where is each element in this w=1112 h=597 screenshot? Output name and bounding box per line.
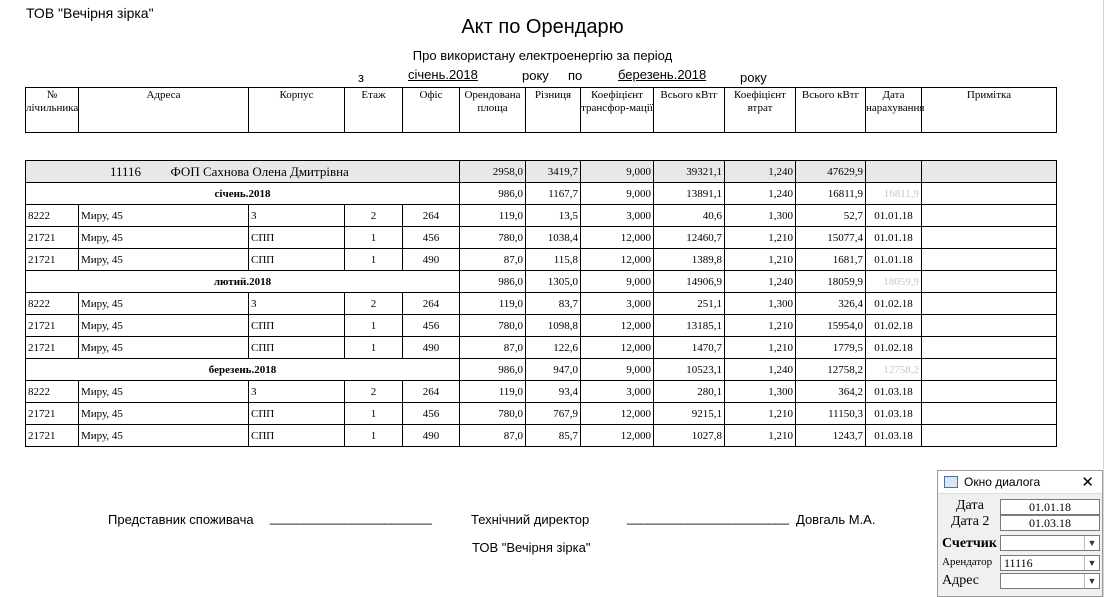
cell-kwh1: 251,1 <box>654 293 725 315</box>
cell-address: Миру, 45 <box>79 249 249 271</box>
cell-area: 119,0 <box>460 381 526 403</box>
cell-address: Миру, 45 <box>79 425 249 447</box>
cell-office: 490 <box>403 337 460 359</box>
dialog-title: Окно диалога <box>964 475 1041 489</box>
cell-kwh1: 1389,8 <box>654 249 725 271</box>
month-note <box>922 359 1057 381</box>
period-from: січень.2018 <box>408 67 478 82</box>
column-header-table <box>25 87 1057 133</box>
table-row <box>26 381 1057 403</box>
chevron-down-icon[interactable]: ▼ <box>1084 536 1099 550</box>
table-row <box>26 337 1057 359</box>
cell-meter: 21721 <box>26 249 79 271</box>
company-name: ТОВ "Вечірня зірка" <box>26 5 154 21</box>
director-signature-line: ________________________ <box>627 510 789 525</box>
cell-kloss: 1,300 <box>725 205 796 227</box>
director-name: Довгаль М.А. <box>796 512 876 527</box>
cell-building: СПП <box>249 337 345 359</box>
cell-area: 780,0 <box>460 315 526 337</box>
month-faint-total: 12758,2 <box>866 359 922 381</box>
cell-note <box>922 403 1057 425</box>
cell-diff: 85,7 <box>526 425 581 447</box>
cell-area: 87,0 <box>460 337 526 359</box>
month-diff: 1305,0 <box>526 271 581 293</box>
tenant-combo[interactable] <box>1000 555 1100 571</box>
cell-meter: 8222 <box>26 205 79 227</box>
cell-date: 01.02.18 <box>866 293 922 315</box>
tenant-name: ФОП Сахнова Олена Дмитрівна <box>170 163 349 179</box>
table-row <box>26 249 1057 271</box>
month-kwh2: 12758,2 <box>796 359 866 381</box>
cell-diff: 767,9 <box>526 403 581 425</box>
cell-office: 490 <box>403 249 460 271</box>
cell-kloss: 1,300 <box>725 293 796 315</box>
cell-building: 3 <box>249 293 345 315</box>
cell-meter: 21721 <box>26 227 79 249</box>
cell-kwh2: 1779,5 <box>796 337 866 359</box>
cell-date: 01.03.18 <box>866 381 922 403</box>
cell-kwh1: 9215,1 <box>654 403 725 425</box>
year-word-1: року <box>522 68 549 83</box>
table-row <box>26 227 1057 249</box>
cell-building: 3 <box>249 205 345 227</box>
meter-label: Счетчик <box>942 536 997 551</box>
col-building: Корпус <box>249 88 345 133</box>
month-ktr: 9,000 <box>581 359 654 381</box>
cell-date: 01.03.18 <box>866 425 922 447</box>
meter-combo[interactable] <box>1000 535 1100 551</box>
cell-building: 3 <box>249 381 345 403</box>
col-kwh2: Всього кВтг <box>796 88 866 133</box>
month-faint-total: 16811,9 <box>866 183 922 205</box>
cell-kwh2: 15954,0 <box>796 315 866 337</box>
cell-kwh1: 40,6 <box>654 205 725 227</box>
period-to-prefix: по <box>568 68 583 83</box>
cell-ktr: 12,000 <box>581 249 654 271</box>
cell-ktr: 12,000 <box>581 227 654 249</box>
cell-kloss: 1,300 <box>725 381 796 403</box>
cell-note <box>922 205 1057 227</box>
cell-date: 01.02.18 <box>866 337 922 359</box>
cell-kwh2: 1243,7 <box>796 425 866 447</box>
cell-office: 456 <box>403 315 460 337</box>
tenant-area: 2958,0 <box>460 161 526 183</box>
month-summary-row <box>26 271 1057 293</box>
cell-meter: 21721 <box>26 337 79 359</box>
cell-ktr: 3,000 <box>581 293 654 315</box>
tenant-row <box>26 161 1057 183</box>
cell-note <box>922 425 1057 447</box>
cell-meter: 21721 <box>26 403 79 425</box>
cell-area: 780,0 <box>460 227 526 249</box>
cell-kloss: 1,210 <box>725 227 796 249</box>
date2-label: Дата 2 <box>951 514 990 529</box>
cell-address: Миру, 45 <box>79 315 249 337</box>
cell-note <box>922 227 1057 249</box>
cell-meter: 21721 <box>26 425 79 447</box>
dialog-window <box>937 470 1103 597</box>
col-office: Офіс <box>403 88 460 133</box>
cell-floor: 2 <box>345 381 403 403</box>
cell-address: Миру, 45 <box>79 337 249 359</box>
cell-floor: 2 <box>345 293 403 315</box>
cell-ktr: 3,000 <box>581 381 654 403</box>
cell-floor: 1 <box>345 227 403 249</box>
cell-floor: 1 <box>345 249 403 271</box>
cell-meter: 21721 <box>26 315 79 337</box>
month-kwh2: 18059,9 <box>796 271 866 293</box>
cell-diff: 1038,4 <box>526 227 581 249</box>
cell-date: 01.01.18 <box>866 205 922 227</box>
table-row <box>26 205 1057 227</box>
cell-date: 01.01.18 <box>866 249 922 271</box>
cell-ktr: 12,000 <box>581 403 654 425</box>
cell-office: 264 <box>403 293 460 315</box>
month-kwh1: 14906,9 <box>654 271 725 293</box>
page-edge <box>1103 0 1104 597</box>
month-label: березень.2018 <box>26 359 460 381</box>
cell-kloss: 1,210 <box>725 425 796 447</box>
tenant-date-empty <box>866 161 922 183</box>
cell-area: 119,0 <box>460 293 526 315</box>
col-ktr: Коефіцієнт трансфор-мації <box>581 88 654 133</box>
cell-diff: 122,6 <box>526 337 581 359</box>
cell-kloss: 1,210 <box>725 249 796 271</box>
col-date: Дата нарахування <box>866 88 922 133</box>
cell-address: Миру, 45 <box>79 205 249 227</box>
cell-date: 01.02.18 <box>866 315 922 337</box>
cell-kwh1: 12460,7 <box>654 227 725 249</box>
period-from-prefix: з <box>358 70 364 85</box>
table-row <box>26 425 1057 447</box>
cell-floor: 2 <box>345 205 403 227</box>
cell-diff: 13,5 <box>526 205 581 227</box>
cell-kwh1: 13185,1 <box>654 315 725 337</box>
cell-floor: 1 <box>345 337 403 359</box>
tenant-note-empty <box>922 161 1057 183</box>
cell-diff: 83,7 <box>526 293 581 315</box>
cell-building: СПП <box>249 403 345 425</box>
tenant-kwh2: 47629,9 <box>796 161 866 183</box>
table-row <box>26 403 1057 425</box>
cell-date: 01.01.18 <box>866 227 922 249</box>
cell-building: СПП <box>249 315 345 337</box>
col-note: Примітка <box>922 88 1057 133</box>
cell-note <box>922 249 1057 271</box>
cell-address: Миру, 45 <box>79 293 249 315</box>
cell-office: 456 <box>403 227 460 249</box>
col-address: Адреса <box>79 88 249 133</box>
cell-meter: 8222 <box>26 381 79 403</box>
cell-kwh2: 326,4 <box>796 293 866 315</box>
cell-kloss: 1,210 <box>725 403 796 425</box>
cell-kloss: 1,210 <box>725 315 796 337</box>
cell-note <box>922 337 1057 359</box>
month-kwh2: 16811,9 <box>796 183 866 205</box>
cell-kwh2: 52,7 <box>796 205 866 227</box>
month-kloss: 1,240 <box>725 183 796 205</box>
cell-building: СПП <box>249 249 345 271</box>
month-summary-row <box>26 359 1057 381</box>
cell-diff: 93,4 <box>526 381 581 403</box>
col-area: Орендована площа <box>460 88 526 133</box>
consumer-rep-label: Представник споживача <box>108 512 254 527</box>
chevron-down-icon[interactable]: ▼ <box>1084 574 1099 588</box>
cell-address: Миру, 45 <box>79 403 249 425</box>
cell-kwh2: 11150,3 <box>796 403 866 425</box>
month-kwh1: 10523,1 <box>654 359 725 381</box>
cell-office: 264 <box>403 381 460 403</box>
tenant-kloss: 1,240 <box>725 161 796 183</box>
cell-kwh1: 1027,8 <box>654 425 725 447</box>
cell-floor: 1 <box>345 403 403 425</box>
cell-office: 264 <box>403 205 460 227</box>
report-subtitle: Про використану електроенергію за період <box>412 48 673 63</box>
cell-kwh2: 15077,4 <box>796 227 866 249</box>
address-combo[interactable] <box>1000 573 1100 589</box>
month-summary-row <box>26 183 1057 205</box>
footer-company: ТОВ "Вечірня зірка" <box>472 540 591 555</box>
cell-note <box>922 315 1057 337</box>
cell-kwh2: 1681,7 <box>796 249 866 271</box>
month-area: 986,0 <box>460 271 526 293</box>
cell-kwh1: 280,1 <box>654 381 725 403</box>
cell-floor: 1 <box>345 425 403 447</box>
cell-diff: 1098,8 <box>526 315 581 337</box>
month-diff: 947,0 <box>526 359 581 381</box>
cell-address: Миру, 45 <box>79 381 249 403</box>
cell-note <box>922 293 1057 315</box>
address-label: Адрес <box>942 573 980 588</box>
month-label: січень.2018 <box>26 183 460 205</box>
month-kloss: 1,240 <box>725 271 796 293</box>
month-label: лютий.2018 <box>26 271 460 293</box>
table-row <box>26 315 1057 337</box>
date-field[interactable]: 01.01.18 <box>1000 499 1100 515</box>
form-icon <box>944 476 958 488</box>
cell-area: 87,0 <box>460 249 526 271</box>
date-label: Дата <box>956 498 984 513</box>
table-row <box>26 293 1057 315</box>
cell-area: 87,0 <box>460 425 526 447</box>
report-data-table <box>25 160 1057 447</box>
cell-ktr: 12,000 <box>581 337 654 359</box>
chevron-down-icon[interactable]: ▼ <box>1084 556 1099 570</box>
col-kloss: Коефіцієнт втрат <box>725 88 796 133</box>
cell-date: 01.03.18 <box>866 403 922 425</box>
month-ktr: 9,000 <box>581 271 654 293</box>
month-area: 986,0 <box>460 183 526 205</box>
month-kwh1: 13891,1 <box>654 183 725 205</box>
cell-ktr: 3,000 <box>581 205 654 227</box>
cell-kloss: 1,210 <box>725 337 796 359</box>
cell-office: 456 <box>403 403 460 425</box>
consumer-signature-line: ________________________ <box>270 510 432 525</box>
col-diff: Різниця <box>526 88 581 133</box>
tenant-ktr: 9,000 <box>581 161 654 183</box>
dialog-titlebar[interactable] <box>938 471 1102 494</box>
cell-ktr: 12,000 <box>581 315 654 337</box>
tenant-code: 11116 <box>109 163 142 179</box>
month-kloss: 1,240 <box>725 359 796 381</box>
month-diff: 1167,7 <box>526 183 581 205</box>
col-kwh1: Всього кВтг <box>654 88 725 133</box>
cell-area: 780,0 <box>460 403 526 425</box>
cell-office: 490 <box>403 425 460 447</box>
month-note <box>922 183 1057 205</box>
cell-floor: 1 <box>345 315 403 337</box>
cell-kwh1: 1470,7 <box>654 337 725 359</box>
col-meter: № лічильника <box>26 88 79 133</box>
cell-ktr: 12,000 <box>581 425 654 447</box>
report-title: Акт по Орендарю <box>461 16 624 38</box>
cell-diff: 115,8 <box>526 249 581 271</box>
period-to: березень.2018 <box>618 67 707 82</box>
tech-director-label: Технічний директор <box>471 512 590 527</box>
cell-meter: 8222 <box>26 293 79 315</box>
tenant-kwh1: 39321,1 <box>654 161 725 183</box>
cell-address: Миру, 45 <box>79 227 249 249</box>
tenant-diff: 3419,7 <box>526 161 581 183</box>
col-floor: Етаж <box>345 88 403 133</box>
tenant-label: Арендатор <box>942 556 993 568</box>
month-faint-total: 18059,9 <box>866 271 922 293</box>
month-note <box>922 271 1057 293</box>
cell-building: СПП <box>249 227 345 249</box>
cell-kwh2: 364,2 <box>796 381 866 403</box>
month-area: 986,0 <box>460 359 526 381</box>
month-ktr: 9,000 <box>581 183 654 205</box>
date2-field[interactable]: 01.03.18 <box>1000 515 1100 531</box>
cell-building: СПП <box>249 425 345 447</box>
cell-note <box>922 381 1057 403</box>
cell-area: 119,0 <box>460 205 526 227</box>
year-word-2: року <box>740 70 767 85</box>
tenant-combo-value: 11116 <box>1004 556 1033 570</box>
close-icon[interactable]: ✕ <box>1081 474 1094 491</box>
